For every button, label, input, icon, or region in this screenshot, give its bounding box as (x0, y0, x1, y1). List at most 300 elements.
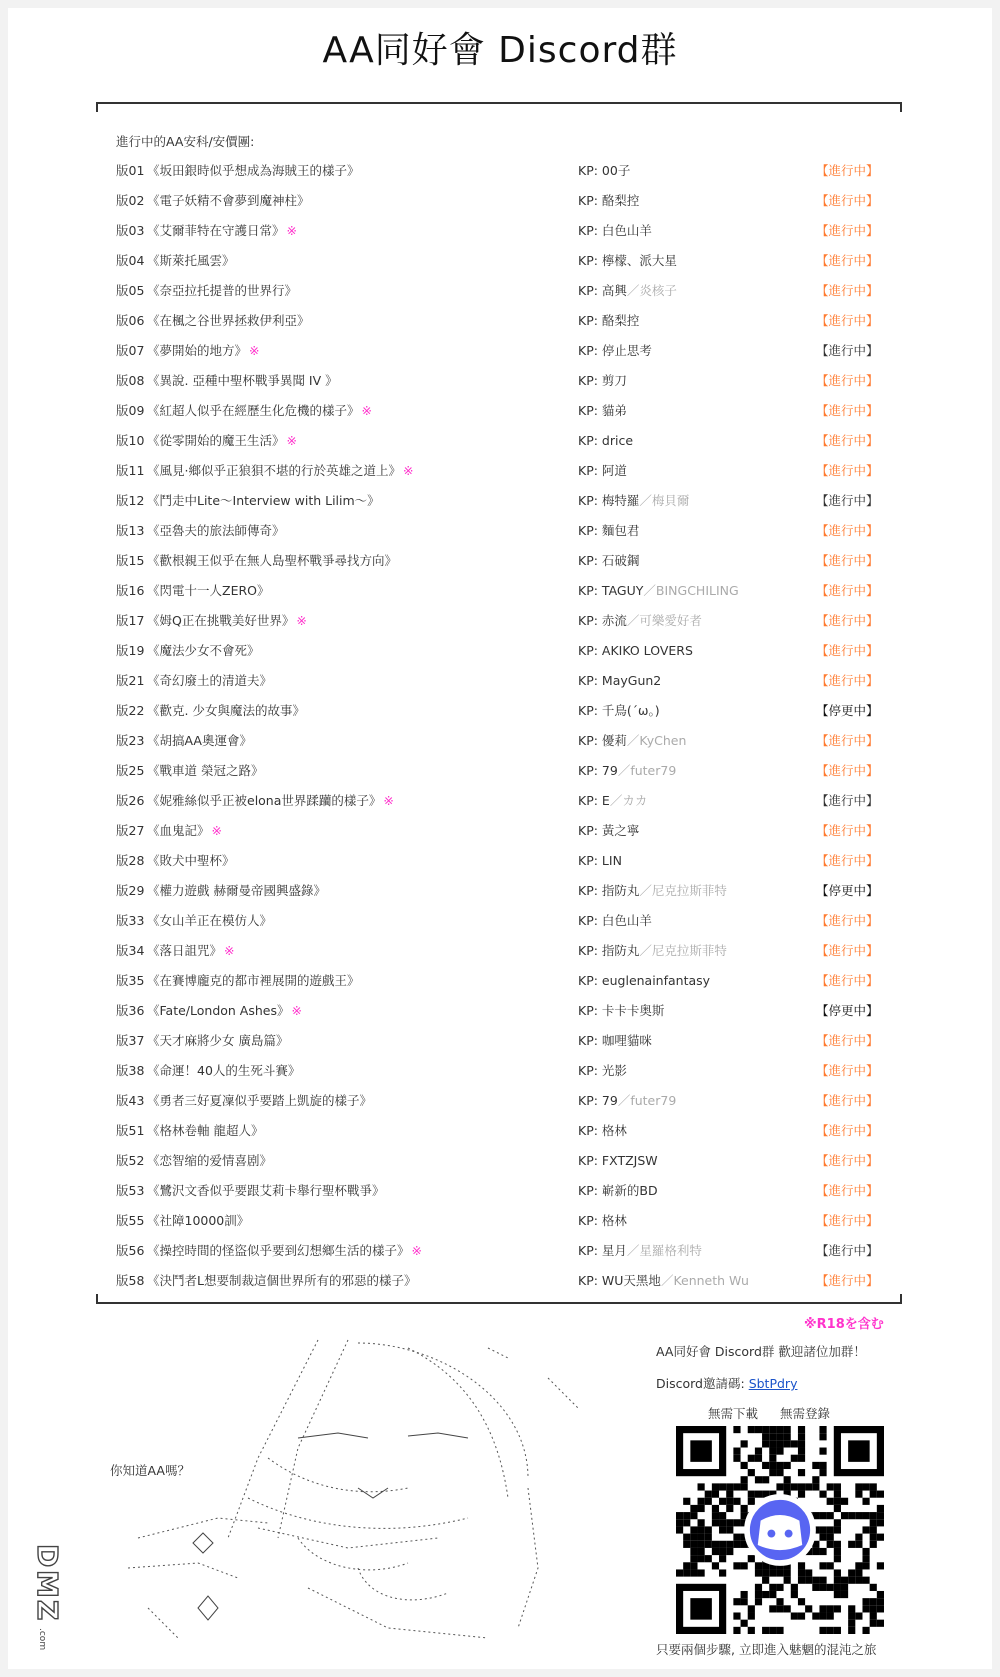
work-title-text: 《權力遊戲 赫爾曼帝國興盛錄》 (147, 883, 326, 898)
status-badge: 【進行中】 (816, 853, 879, 868)
version-number: 版16 (116, 583, 145, 598)
campaign-row (116, 606, 879, 636)
discord-qr-code[interactable] (676, 1426, 884, 1634)
status-badge: 【進行中】 (816, 583, 879, 598)
discord-eye-icon (785, 1530, 793, 1538)
r18-mark: ※ (383, 793, 394, 808)
kp-name (578, 876, 727, 906)
version-number: 版07 (116, 343, 145, 358)
kp-main: KP: LIN (578, 853, 622, 868)
kp-name (578, 336, 652, 366)
kp-secondary: ／futer79 (617, 763, 677, 778)
work-title (147, 606, 307, 636)
campaign-list (116, 128, 879, 1296)
kp-name (578, 1116, 627, 1146)
status-badge: 【進行中】 (816, 1093, 879, 1108)
kp-main: KP: 酪梨控 (578, 193, 640, 208)
version-number: 版03 (116, 223, 145, 238)
work-title (147, 336, 260, 366)
version-number: 版01 (116, 163, 145, 178)
work-title-text: 《胡搞AA奧運會》 (147, 733, 252, 748)
status-badge: 【停更中】 (816, 1003, 879, 1018)
work-title (147, 426, 297, 456)
version-number: 版05 (116, 283, 145, 298)
r18-mark: ※ (402, 463, 414, 478)
version-number: 版33 (116, 913, 145, 928)
status-badge: 【進行中】 (816, 673, 879, 688)
version-number: 版10 (116, 433, 145, 448)
no-register-text: 無需登錄 (780, 1406, 831, 1421)
svg-text:.com: .com (37, 1628, 47, 1651)
work-title (147, 966, 360, 996)
kp-name (578, 216, 652, 246)
campaign-row (116, 366, 879, 396)
kp-main: KP: 貓弟 (578, 403, 627, 418)
r18-mark: ※ (211, 823, 222, 838)
campaign-row (116, 186, 879, 216)
kp-main: KP: 石破鋼 (578, 553, 640, 568)
work-title-text: 《血鬼記》 (147, 823, 210, 838)
version-number: 版58 (116, 1273, 145, 1288)
work-title-text: 《坂田銀時似乎想成為海賊王的樣子》 (147, 163, 360, 178)
status-badge: 【進行中】 (816, 343, 879, 358)
kp-name (578, 1026, 652, 1056)
work-title-text: 《社障10000訓》 (147, 1213, 250, 1228)
campaign-row (116, 306, 879, 336)
invite-line (656, 1374, 797, 1392)
work-title-text: 《勇者三好夏凜似乎要踏上凱旋的樣子》 (147, 1093, 373, 1108)
work-title-text: 《歡根親王似乎在無人島聖杯戰爭尋找方向》 (147, 553, 398, 568)
status-badge: 【進行中】 (816, 223, 879, 238)
kp-main: KP: AKIKO LOVERS (578, 643, 693, 658)
work-title-text: 《在賽博龐克的都市裡展開的遊戲王》 (147, 973, 360, 988)
svg-text:M: M (31, 1570, 64, 1598)
kp-main: KP: E (578, 793, 610, 808)
kp-secondary: ／尼克拉斯菲特 (639, 943, 727, 958)
work-title-text: 《奈亞拉托提普的世界行》 (147, 283, 298, 298)
campaign-row (116, 906, 879, 936)
kp-main: KP: 格林 (578, 1213, 627, 1228)
kp-secondary: ／尼克拉斯菲特 (639, 883, 727, 898)
kp-name (578, 606, 702, 636)
status-badge: 【進行中】 (816, 613, 879, 628)
work-title-text: 《魔法少女不會死》 (147, 643, 260, 658)
work-title (147, 786, 394, 816)
campaign-row (116, 846, 879, 876)
kp-name (578, 546, 639, 576)
kp-main: KP: 白色山羊 (578, 223, 652, 238)
kp-main: KP: 咖哩貓咪 (578, 1033, 652, 1048)
kp-name (578, 936, 727, 966)
kp-main: KP: 卡卡卡奥斯 (578, 1003, 665, 1018)
status-badge: 【進行中】 (816, 493, 879, 508)
no-download-text: 無需下載 (708, 1406, 759, 1421)
kp-name (578, 846, 622, 876)
work-title-text: 《紅超人似乎在經歷生化危機的樣子》 (147, 403, 360, 418)
campaign-row (116, 1146, 879, 1176)
page-title: AA同好會 Discord群 (322, 30, 678, 71)
campaign-row (116, 786, 879, 816)
campaign-row (116, 936, 879, 966)
work-title-text: 《斯萊托風雲》 (147, 253, 235, 268)
version-number: 版52 (116, 1153, 145, 1168)
version-number: 版25 (116, 763, 145, 778)
campaign-row (116, 1236, 879, 1266)
work-title-text: 《夢開始的地方》 (147, 343, 248, 358)
status-badge: 【進行中】 (816, 1243, 879, 1258)
kp-secondary: ／futer79 (617, 1093, 677, 1108)
campaign-row (116, 1116, 879, 1146)
work-title (147, 1026, 288, 1056)
status-badge: 【停更中】 (816, 883, 879, 898)
version-number: 版22 (116, 703, 145, 718)
status-badge: 【進行中】 (816, 523, 879, 538)
work-title-text: 《敗犬中聖杯》 (147, 853, 235, 868)
list-frame-top (96, 102, 902, 112)
svg-text:D: D (31, 1544, 64, 1568)
r18-mark: ※ (361, 403, 372, 418)
status-badge: 【進行中】 (816, 733, 879, 748)
work-title-text: 《姆Q正在挑戰美好世界》 (147, 613, 295, 628)
version-number: 版37 (116, 1033, 145, 1048)
work-title-text: 《電子妖精不會夢到魔神柱》 (147, 193, 310, 208)
kp-name (578, 426, 633, 456)
kp-name (578, 186, 639, 216)
kp-main: KP: 指防丸 (578, 943, 640, 958)
work-title-text: 《鷺沢文香似乎要跟艾莉卡舉行聖杯戰爭》 (147, 1183, 385, 1198)
kp-secondary: ／炎核子 (626, 283, 677, 298)
work-title-text: 《風見·鄉似乎正狼狽不堪的行於英雄之道上》 (147, 463, 401, 478)
kp-name (578, 666, 661, 696)
kp-main: KP: 嶄新的BD (578, 1183, 658, 1198)
work-title (147, 546, 397, 576)
kp-name (578, 1206, 627, 1236)
status-badge: 【進行中】 (816, 763, 879, 778)
work-title (147, 1236, 422, 1266)
campaign-row (116, 246, 879, 276)
kp-name (578, 906, 652, 936)
kp-secondary: ／星羅格利特 (626, 1243, 702, 1258)
work-title-text: 《奇幻廢土的清道夫》 (147, 673, 273, 688)
kp-main: KP: 剪刀 (578, 373, 627, 388)
list-heading: 進行中的AA安科/安價團: (116, 134, 255, 149)
work-title-text: 《操控時間的怪盜似乎要到幻想鄉生活的樣子》 (147, 1243, 410, 1258)
work-title (147, 306, 310, 336)
kp-name (578, 456, 627, 486)
work-title-text: 《恋智缩的爱情喜剧》 (147, 1153, 273, 1168)
status-badge: 【進行中】 (816, 823, 879, 838)
kp-main: KP: 阿道 (578, 463, 627, 478)
work-title-text: 《Fate/London Ashes》 (147, 1003, 290, 1018)
kp-main: KP: 優莉 (578, 733, 627, 748)
kp-main: KP: 白色山羊 (578, 913, 652, 928)
campaign-row (116, 876, 879, 906)
work-title (147, 816, 222, 846)
campaign-row (116, 756, 879, 786)
welcome-text: AA同好會 Discord群 歡迎諸位加群！ (656, 1344, 866, 1359)
campaign-rows (116, 156, 879, 1296)
r18-mark: ※ (286, 223, 297, 238)
work-title-text: 《歡克. 少女與魔法的故事》 (147, 703, 305, 718)
version-number: 版23 (116, 733, 145, 748)
kp-name (578, 156, 630, 186)
kp-name (578, 1266, 749, 1296)
version-number: 版09 (116, 403, 145, 418)
kp-name (578, 726, 686, 756)
work-title (147, 246, 235, 276)
status-badge: 【進行中】 (816, 163, 879, 178)
status-badge: 【進行中】 (816, 193, 879, 208)
kp-main: KP: 高興 (578, 283, 627, 298)
work-title-text: 《落日詛咒》 (147, 943, 223, 958)
kp-secondary: ／BINGCHILING (643, 583, 739, 598)
work-title (147, 936, 235, 966)
kp-main: KP: 酪梨控 (578, 313, 640, 328)
document-sheet (8, 8, 992, 1669)
kp-name (578, 1086, 676, 1116)
kp-main: KP: 79 (578, 1093, 618, 1108)
status-badge: 【進行中】 (816, 1033, 879, 1048)
status-badge: 【進行中】 (816, 313, 879, 328)
kp-name (578, 576, 739, 606)
work-title (147, 1116, 263, 1146)
kp-name (578, 516, 639, 546)
status-badge: 【停更中】 (816, 703, 879, 718)
campaign-row (116, 1176, 879, 1206)
status-badge: 【進行中】 (816, 943, 879, 958)
campaign-row (116, 156, 879, 186)
campaign-row (116, 576, 879, 606)
kp-secondary: ／Kenneth Wu (660, 1273, 749, 1288)
work-title (147, 1266, 416, 1296)
version-number: 版55 (116, 1213, 145, 1228)
status-badge: 【進行中】 (816, 403, 879, 418)
r18-mark: ※ (286, 433, 297, 448)
work-title-text: 《亞魯夫的旅法師傳奇》 (147, 523, 285, 538)
work-title-text: 《天才麻將少女 廣島篇》 (147, 1033, 289, 1048)
kp-name (578, 996, 664, 1026)
list-frame-bottom (96, 1294, 902, 1304)
campaign-row (116, 456, 879, 486)
r18-mark: ※ (411, 1243, 422, 1258)
version-number: 版04 (116, 253, 145, 268)
work-title (147, 366, 338, 396)
status-badge: 【進行中】 (816, 433, 879, 448)
work-title-text: 《異說. 亞種中聖杯戰爭異聞 IV 》 (147, 373, 338, 388)
status-badge: 【進行中】 (816, 973, 879, 988)
work-title-text: 《閃電十一人ZERO》 (147, 583, 270, 598)
campaign-row (116, 1266, 879, 1296)
dmzj-watermark-logo (18, 1518, 68, 1668)
campaign-row (116, 696, 879, 726)
kp-name (578, 366, 627, 396)
campaign-row (116, 726, 879, 756)
kp-main: KP: 麵包君 (578, 523, 640, 538)
work-title-text: 《格林卷軸 龍超人》 (147, 1123, 264, 1138)
work-title (147, 1056, 300, 1086)
campaign-row (116, 816, 879, 846)
kp-name (578, 1056, 627, 1086)
kp-name (578, 1236, 702, 1266)
kp-main: KP: 00子 (578, 163, 631, 178)
campaign-row (116, 636, 879, 666)
status-badge: 【進行中】 (816, 463, 879, 478)
work-title (147, 636, 260, 666)
version-number: 版17 (116, 613, 145, 628)
version-number: 版51 (116, 1123, 145, 1138)
kp-main: KP: 星月 (578, 1243, 627, 1258)
version-number: 版26 (116, 793, 145, 808)
work-title (147, 846, 235, 876)
kp-name (578, 486, 689, 516)
campaign-row (116, 1026, 879, 1056)
version-number: 版56 (116, 1243, 145, 1258)
work-title-text: 《決鬥者L想要制裁這個世界所有的邪惡的樣子》 (147, 1273, 417, 1288)
kp-main: KP: euglenainfantasy (578, 973, 711, 988)
kp-secondary: ／可樂愛好者 (626, 613, 702, 628)
kp-name (578, 1146, 658, 1176)
work-title (147, 1206, 249, 1236)
campaign-row (116, 396, 879, 426)
version-number: 版35 (116, 973, 145, 988)
work-title (147, 1086, 372, 1116)
version-number: 版06 (116, 313, 145, 328)
version-number: 版02 (116, 193, 145, 208)
status-badge: 【進行中】 (816, 1123, 879, 1138)
campaign-row (116, 1086, 879, 1116)
status-badge: 【進行中】 (816, 793, 879, 808)
work-title (147, 726, 252, 756)
invite-label: Discord邀請碼: (656, 1376, 745, 1391)
work-title (147, 576, 270, 606)
kp-name (578, 276, 677, 306)
version-number: 版15 (116, 553, 145, 568)
invite-code-link[interactable]: SbtPdry (748, 1376, 798, 1391)
work-title-text: 《從零開始的魔王生活》 (147, 433, 285, 448)
r18-mark: ※ (224, 943, 235, 958)
discord-face-icon (758, 1515, 802, 1550)
kp-main: KP: 梅特羅 (578, 493, 640, 508)
work-title-text: 《在楓之谷世界拯救伊利亞》 (147, 313, 310, 328)
campaign-row (116, 276, 879, 306)
work-title (147, 876, 326, 906)
status-badge: 【進行中】 (816, 1183, 879, 1198)
campaign-row (116, 486, 879, 516)
version-number: 版53 (116, 1183, 145, 1198)
campaign-row (116, 966, 879, 996)
version-number: 版08 (116, 373, 145, 388)
work-title-text: 《女山羊正在模仿人》 (147, 913, 273, 928)
status-badge: 【進行中】 (816, 253, 879, 268)
kp-name (578, 756, 676, 786)
work-title (147, 516, 285, 546)
version-number: 版28 (116, 853, 145, 868)
work-title-text: 《艾爾菲特在守護日常》 (147, 223, 285, 238)
kp-main: KP: drice (578, 433, 634, 448)
work-title (147, 276, 297, 306)
kp-main: KP: 光影 (578, 1063, 627, 1078)
work-title (147, 396, 372, 426)
version-number: 版11 (116, 463, 145, 478)
version-number: 版13 (116, 523, 145, 538)
version-number: 版29 (116, 883, 145, 898)
kp-main: KP: FXTZJSW (578, 1153, 658, 1168)
discord-eye-icon (767, 1530, 775, 1538)
work-title (147, 1146, 272, 1176)
kp-main: KP: 千鳥(´ω。) (578, 703, 660, 718)
campaign-row (116, 516, 879, 546)
kp-main: KP: 停止思考 (578, 343, 652, 358)
kp-name (578, 816, 639, 846)
kp-main: KP: 黃之寧 (578, 823, 640, 838)
kp-main: KP: 赤流 (578, 613, 627, 628)
status-badge: 【進行中】 (816, 373, 879, 388)
kp-name (578, 786, 647, 816)
work-title (147, 186, 310, 216)
campaign-row (116, 426, 879, 456)
ascii-art-illustration (108, 1338, 628, 1658)
status-badge: 【進行中】 (816, 913, 879, 928)
kp-main: KP: 檸檬、派大星 (578, 253, 677, 268)
version-number: 版12 (116, 493, 145, 508)
campaign-row (116, 336, 879, 366)
free-notes (708, 1404, 848, 1422)
kp-name (578, 396, 627, 426)
status-badge: 【進行中】 (816, 1063, 879, 1078)
campaign-row (116, 216, 879, 246)
kp-secondary: ／カカ (609, 793, 648, 808)
kp-name (578, 966, 710, 996)
work-title (147, 1176, 385, 1206)
version-number: 版27 (116, 823, 145, 838)
r18-mark: ※ (249, 343, 260, 358)
campaign-row (116, 666, 879, 696)
kp-main: KP: 格林 (578, 1123, 627, 1138)
work-title-text: 《鬥走中Lite～Interview with Lilim～》 (147, 493, 380, 508)
status-badge: 【進行中】 (816, 1153, 879, 1168)
status-badge: 【進行中】 (816, 1273, 879, 1288)
kp-name (578, 1176, 658, 1206)
kp-main: KP: 指防丸 (578, 883, 640, 898)
version-number: 版38 (116, 1063, 145, 1078)
campaign-row (116, 546, 879, 576)
campaign-row (116, 996, 879, 1026)
work-title (147, 696, 305, 726)
work-title (147, 456, 413, 486)
work-title (147, 756, 263, 786)
work-title-text: 《戰車道 榮冠之路》 (147, 763, 264, 778)
work-title (147, 996, 302, 1026)
kp-main: KP: TAGUY (578, 583, 644, 598)
version-number: 版43 (116, 1093, 145, 1108)
work-title (147, 216, 297, 246)
status-badge: 【進行中】 (816, 283, 879, 298)
work-title-text: 《命運！40人的生死斗賽》 (147, 1063, 301, 1078)
status-badge: 【進行中】 (816, 553, 879, 568)
version-number: 版21 (116, 673, 145, 688)
r18-note: ※R18を含む (804, 1317, 884, 1332)
kp-name (578, 246, 677, 276)
know-aa-text: 你知道AA嗎？ (110, 1463, 190, 1478)
campaign-row (116, 1056, 879, 1086)
work-title (147, 906, 272, 936)
kp-name (578, 696, 660, 726)
kp-main: KP: 79 (578, 763, 618, 778)
kp-secondary: ／KyChen (626, 733, 687, 748)
work-title (147, 666, 272, 696)
work-title (147, 156, 360, 186)
svg-text:Z: Z (31, 1600, 64, 1621)
